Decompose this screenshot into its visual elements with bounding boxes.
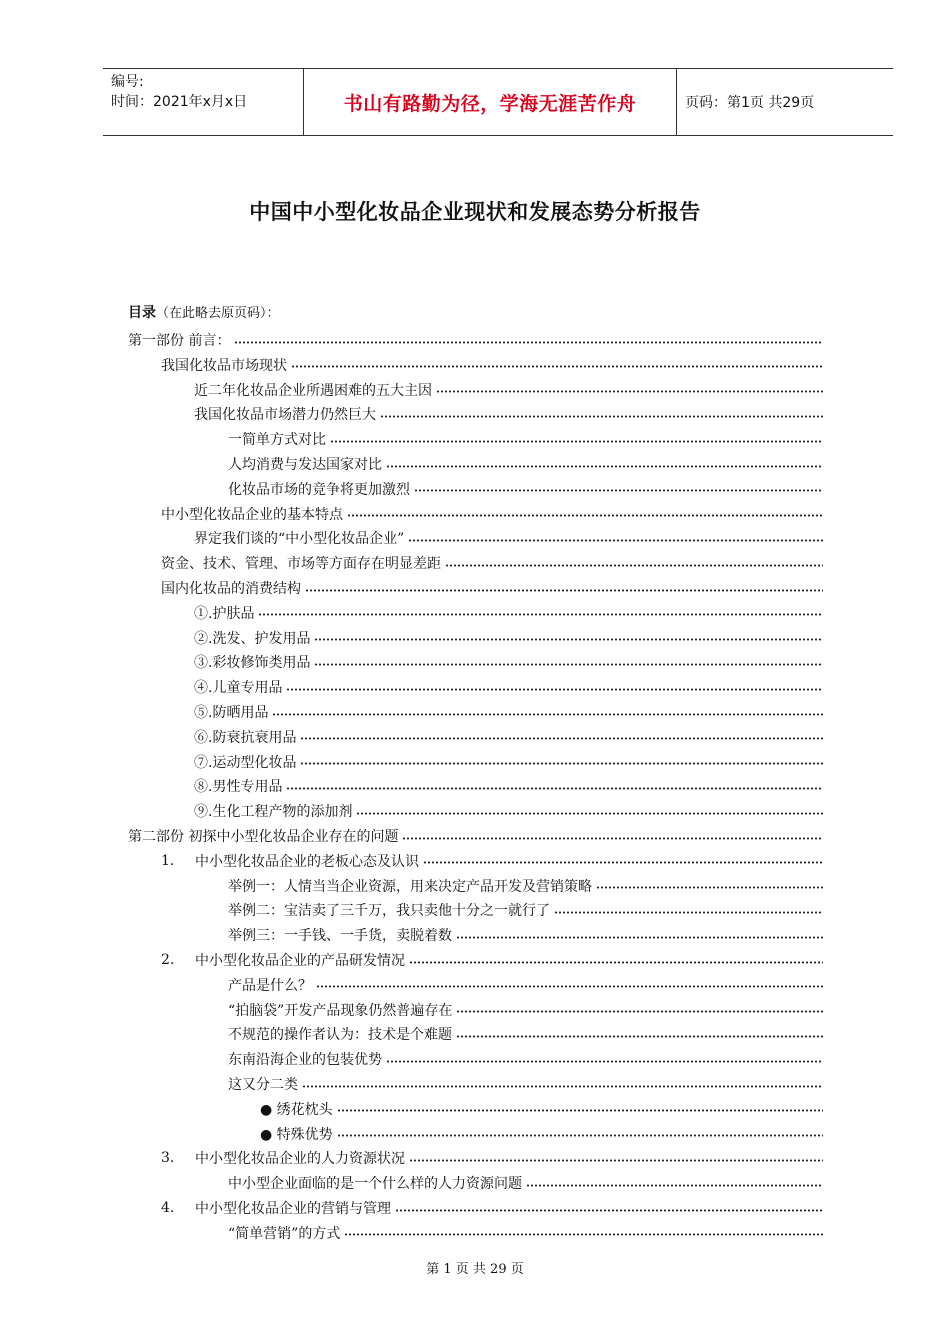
toc-entry-text: 一简单方式对比 [228, 432, 326, 449]
toc-heading [128, 302, 280, 322]
dot-leader [300, 762, 823, 765]
toc-entry [228, 898, 823, 922]
toc-entry-number: 4. [161, 1200, 175, 1216]
toc-entry [228, 973, 823, 997]
toc-entry-text: ⑨.生化工程产物的添加剂 [194, 804, 353, 821]
document-header [103, 68, 893, 136]
toc-entry [228, 477, 823, 501]
toc-entry [194, 675, 823, 699]
toc-entry-text: ● 绣花枕头 [260, 1101, 333, 1118]
toc-entry [228, 1022, 823, 1046]
toc-entry-text: 资金、技术、管理、市场等方面存在明显差距 [161, 556, 441, 573]
toc-entry-text: 中小型化妆品企业的营销与管理 [195, 1201, 391, 1217]
toc-entry-text: 我国化妆品市场现状 [161, 357, 287, 374]
dot-leader [409, 1159, 823, 1162]
toc-entry [228, 1171, 823, 1195]
header-motto-cell [303, 69, 677, 135]
toc-entry [260, 1097, 823, 1121]
toc-entry-text: ③.彩妆修饰类用品 [194, 655, 311, 672]
toc-entry-text: 东南沿海企业的包装优势 [228, 1052, 382, 1069]
toc-entry-text: 举例一：人情当当企业资源，用来决定产品开发及营销策略 [228, 878, 592, 895]
header-meta [103, 69, 303, 135]
dot-leader [305, 589, 823, 592]
toc-entry-text: 第一部份 前言： [128, 333, 231, 349]
dot-leader [386, 465, 823, 468]
toc-entry [194, 700, 823, 724]
toc-entry-text: “拍脑袋”开发产品现象仍然普遍存在 [228, 1002, 453, 1019]
toc-entry-text: ⑥.防衰抗衰用品 [194, 729, 297, 746]
dot-leader [456, 936, 823, 939]
dot-leader [436, 390, 823, 393]
toc-entry [228, 1047, 823, 1071]
toc-entry [194, 799, 823, 823]
toc-entry-text: 中小型化妆品企业的老板心态及认识 [195, 853, 419, 870]
toc-entry-text: 化妆品市场的竞争将更加激烈 [228, 481, 410, 498]
toc-entry [194, 725, 823, 749]
dot-leader [258, 613, 823, 616]
toc-entry [228, 427, 823, 451]
toc-entry [194, 650, 823, 674]
toc-entry-text: ⑤.防晒用品 [194, 705, 269, 721]
toc-entry [128, 328, 823, 352]
toc-entry-text: 不规范的操作者认为：技术是个难题 [228, 1027, 452, 1044]
toc-entry [161, 1196, 823, 1220]
toc-entry-number: 1. [161, 852, 175, 869]
toc-entry [228, 874, 823, 898]
toc-entry [194, 750, 823, 774]
dot-leader [356, 812, 823, 815]
dot-leader [409, 961, 823, 964]
toc-entry-text: ②.洗发、护发用品 [194, 630, 311, 647]
toc-entry-text: ④.儿童专用品 [194, 680, 283, 697]
toc-entry-text: 中小型化妆品企业的人力资源状况 [195, 1151, 405, 1168]
toc-entry [161, 353, 823, 377]
toc-entry-text: 国内化妆品的消费结构 [161, 581, 301, 597]
toc-entry [194, 774, 823, 798]
toc-entry [228, 998, 823, 1022]
toc-entry [194, 526, 823, 550]
dot-leader [300, 737, 823, 740]
dot-leader [330, 440, 823, 443]
toc-entry-text: 我国化妆品市场潜力仍然巨大 [194, 407, 376, 424]
toc-entry [260, 1122, 823, 1146]
toc-entry-text: 中小型化妆品企业的产品研发情况 [195, 953, 405, 969]
toc-entry [194, 626, 823, 650]
toc-entry-number: 2. [161, 952, 175, 968]
dot-leader [337, 1134, 823, 1137]
toc-entry [194, 601, 823, 625]
document-title: 中国中小型化妆品企业现状和发展态势分析报告 [249, 200, 701, 224]
dot-leader [344, 1233, 823, 1236]
toc-entry-text: “简单营销”的方式 [228, 1225, 341, 1242]
dot-leader [286, 688, 823, 691]
dot-leader [395, 1209, 823, 1212]
dot-leader [554, 911, 823, 914]
toc-entry [161, 502, 823, 526]
toc-entry [228, 452, 823, 476]
toc-entry-text: 这又分二类 [228, 1077, 298, 1093]
dot-leader [314, 663, 823, 666]
toc-heading-label: 目录 [128, 305, 156, 321]
toc-entry-text: 产品是什么？ [228, 977, 312, 994]
dot-leader [526, 1184, 823, 1187]
toc-entry [194, 378, 823, 402]
toc-entry-text: 界定我们谈的“中小型化妆品企业” [194, 531, 405, 548]
dot-leader [291, 365, 823, 368]
toc-entry [161, 948, 823, 972]
toc-entry-number: 3. [161, 1150, 175, 1167]
toc-entry [194, 402, 823, 426]
toc-entry [161, 551, 823, 575]
dot-leader [445, 564, 823, 567]
dot-leader [408, 539, 823, 542]
dot-leader [386, 1060, 823, 1063]
toc-entry-text: ⑦.运动型化妆品 [194, 754, 297, 771]
toc-entry-text: 第二部份 初探中小型化妆品企业存在的问题 [128, 829, 399, 845]
date-label: 时间：2021年x月x日 [111, 94, 248, 110]
page-footer: 第 1 页 共 29 页 [426, 1262, 524, 1277]
dot-leader [272, 713, 823, 716]
dot-leader [234, 341, 823, 344]
toc-heading-note: （在此略去原页码）： [156, 306, 280, 321]
motto: 书山有路勤为径，学海无涯苦作舟 [343, 92, 637, 115]
dot-leader [596, 886, 823, 889]
dot-leader [414, 489, 823, 492]
header-page-info: 页码：第1页 共29页 [685, 95, 815, 111]
toc-entry [228, 923, 823, 947]
toc-entry [161, 849, 823, 873]
dot-leader [316, 985, 823, 988]
dot-leader [337, 1109, 823, 1112]
dot-leader [380, 415, 823, 418]
dot-leader [302, 1085, 823, 1088]
dot-leader [456, 1035, 823, 1038]
dot-leader [314, 638, 823, 641]
toc-entry-text: 近二年化妆品企业所遇困难的五大主因 [194, 382, 432, 399]
dot-leader [347, 514, 823, 517]
toc-entry-text: 中小型企业面临的是一个什么样的人力资源问题 [228, 1176, 522, 1193]
toc-entry [128, 824, 823, 848]
toc-entry [161, 1146, 823, 1170]
code-label: 编号: [111, 74, 144, 90]
toc-entry-text: 举例二：宝洁卖了三千万，我只卖他十分之一就行了 [228, 903, 550, 920]
toc-entry [161, 576, 823, 600]
toc-entry-text: 中小型化妆品企业的基本特点 [161, 506, 343, 523]
dot-leader [286, 787, 823, 790]
toc-entry [228, 1221, 823, 1245]
toc-entry [228, 1072, 823, 1096]
toc-entry-text: ⑧.男性专用品 [194, 779, 283, 796]
toc-entry-text: 人均消费与发达国家对比 [228, 457, 382, 473]
dot-leader [456, 1010, 823, 1013]
toc-entry-text: ①.护肤品 [194, 605, 255, 622]
toc-entry-text: ● 特殊优势 [260, 1126, 333, 1143]
dot-leader [423, 861, 823, 864]
toc-entry-text: 举例三：一手钱、一手货，卖脱着数 [228, 928, 452, 945]
dot-leader [402, 837, 823, 840]
